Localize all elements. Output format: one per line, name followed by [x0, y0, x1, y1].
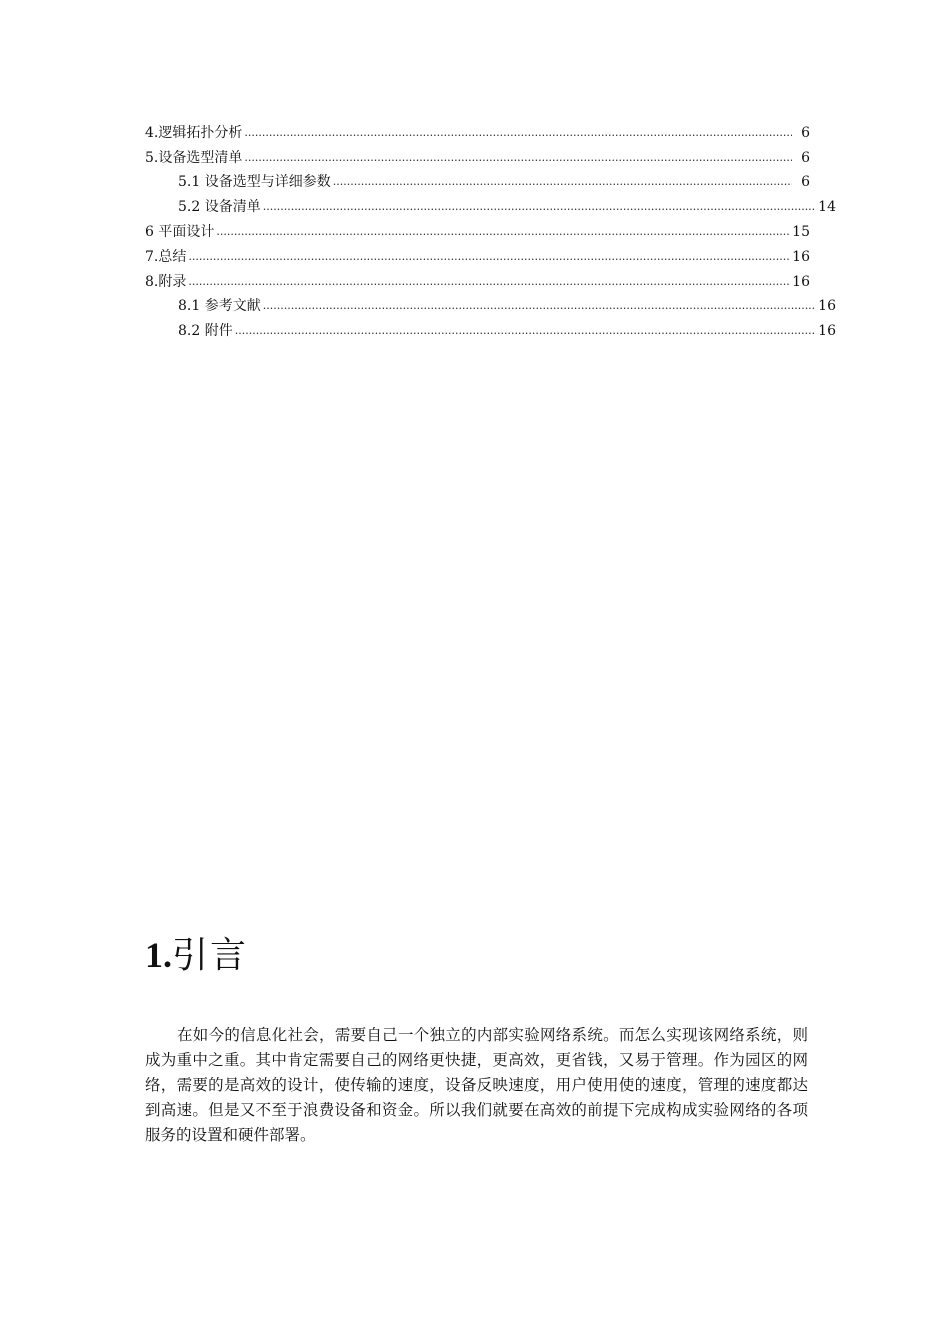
section-heading — [145, 930, 248, 981]
toc-entry[interactable] — [145, 241, 810, 266]
table-of-contents — [145, 117, 836, 340]
toc-entry[interactable] — [145, 216, 810, 241]
toc-entry-label: 6 平面设计 — [145, 223, 215, 240]
toc-entry-label: 8.1 参考文献 — [178, 298, 261, 315]
toc-leader-dots — [188, 248, 790, 266]
toc-entry-page: 16 — [818, 298, 836, 315]
section-number: 1. — [145, 935, 172, 975]
toc-entry-page: 16 — [818, 323, 836, 340]
toc-leader-dots — [235, 322, 816, 340]
toc-entry-page: 16 — [792, 248, 810, 265]
toc-subentry[interactable] — [145, 315, 836, 340]
toc-entry[interactable] — [145, 142, 810, 167]
toc-leader-dots — [263, 198, 816, 216]
toc-leader-dots — [333, 173, 792, 191]
toc-entry-label: 8.2 附件 — [178, 323, 233, 340]
toc-entry-page: 16 — [792, 273, 810, 290]
toc-entry-page: 6 — [801, 124, 810, 141]
toc-leader-dots — [188, 273, 790, 291]
toc-entry-label: 4.逻辑拓扑分析 — [145, 124, 243, 141]
toc-subentry[interactable] — [145, 167, 810, 192]
toc-entry-page: 14 — [818, 199, 836, 216]
toc-entry[interactable] — [145, 266, 810, 291]
toc-entry[interactable] — [145, 117, 810, 142]
toc-entry-label: 5.2 设备清单 — [178, 199, 261, 216]
toc-subentry[interactable] — [145, 291, 836, 316]
toc-subentry[interactable] — [145, 191, 836, 216]
toc-entry-label: 5.1 设备选型与详细参数 — [178, 174, 331, 191]
toc-leader-dots — [244, 124, 792, 142]
toc-leader-dots — [244, 149, 792, 167]
toc-entry-page: 6 — [801, 149, 810, 166]
section-title: 引言 — [172, 935, 249, 976]
toc-leader-dots — [216, 223, 790, 241]
toc-leader-dots — [263, 297, 816, 315]
toc-entry-label: 5.设备选型清单 — [145, 149, 243, 166]
body-paragraph: 在如今的信息化社会，需要自己一个独立的内部实验网络系统。而怎么实现该网络系统，则成为重中之重。其中肯定需要自己的网络更快捷，更高效，更省钱，又易于管理。作为园区的网络，需要的是高效的设计，使传输的速度，设备反映速度，用户使用使的速度，管理的速度都达到高速。但是又不至于浪费设备和资金。所以我们就要在高效的前提下完成构成实验网络的各项服务的设置和硬件部署。 — [145, 1026, 808, 1144]
toc-entry-label: 7.总结 — [145, 248, 187, 265]
toc-entry-page: 15 — [792, 223, 810, 240]
toc-entry-page: 6 — [801, 174, 810, 191]
toc-entry-label: 8.附录 — [145, 273, 187, 290]
